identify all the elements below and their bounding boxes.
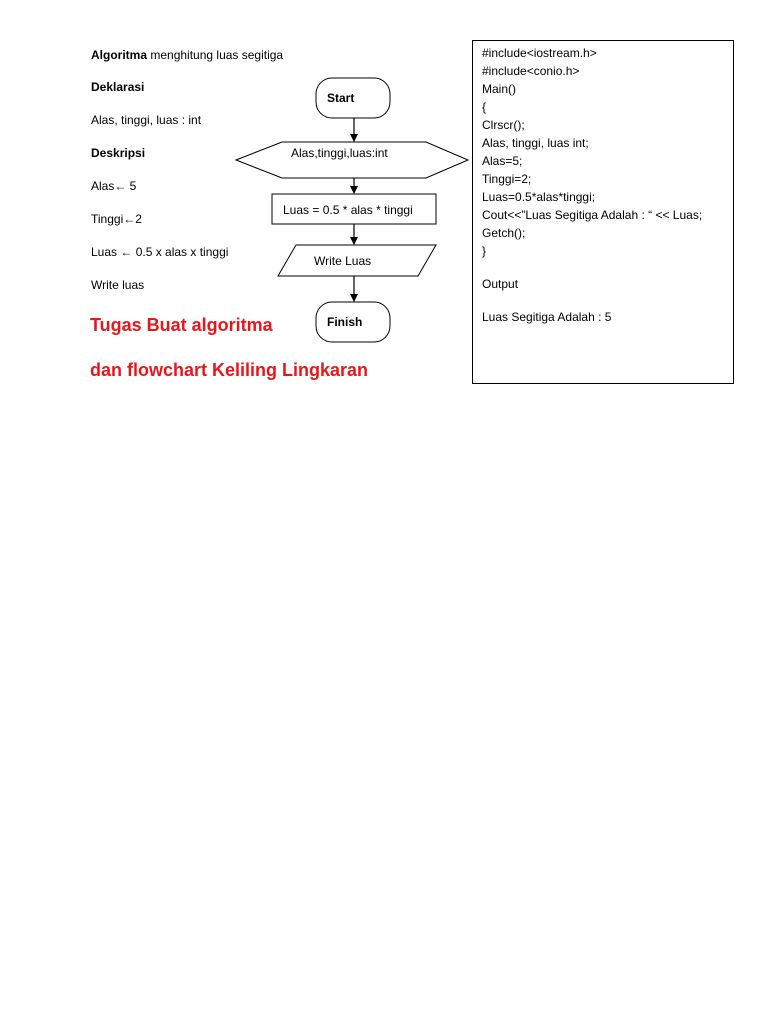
task-line-2: dan flowchart Keliling Lingkaran [90, 360, 369, 380]
process-label: Luas = 0.5 * alas * tinggi [283, 203, 413, 217]
code-line: #include<conio.h> [482, 64, 580, 78]
code-line: { [482, 100, 487, 114]
start-label: Start [327, 91, 355, 105]
code-line: } [482, 244, 487, 258]
algorithm-title-bold: Algoritma [91, 48, 148, 62]
code-line: Alas=5; [482, 154, 523, 168]
code-line: Tinggi=2; [482, 172, 532, 186]
output-label: Write Luas [314, 254, 372, 268]
code-line: Alas, tinggi, luas int; [482, 136, 589, 150]
code-line: #include<iostream.h> [482, 46, 597, 60]
input-label: Alas,tinggi,luas:int [291, 146, 388, 160]
description-heading: Deskripsi [91, 146, 146, 160]
step-write: Write luas [91, 278, 145, 292]
code-line: Clrscr(); [482, 118, 525, 132]
code-line: Getch(); [482, 226, 526, 240]
finish-label: Finish [327, 315, 363, 329]
step-luas: Luas ← 0.5 x alas x tinggi [91, 245, 229, 259]
output-value: Luas Segitiga Adalah : 5 [482, 310, 612, 324]
task-line-1: Tugas Buat algoritma [90, 315, 273, 335]
algorithm-title-rest: menghitung luas segitiga [147, 48, 284, 62]
declaration-body: Alas, tinggi, luas : int [91, 113, 202, 127]
code-line: Main() [482, 82, 517, 96]
output-heading: Output [482, 277, 519, 291]
step-alas: Alas← 5 [91, 179, 137, 193]
step-tinggi: Tinggi←2 [91, 212, 142, 226]
code-line: Luas=0.5*alas*tinggi; [482, 190, 596, 204]
declaration-heading: Deklarasi [91, 80, 145, 94]
code-line: Cout<<”Luas Segitiga Adalah : “ << Luas; [482, 208, 703, 222]
code-box [472, 40, 734, 384]
